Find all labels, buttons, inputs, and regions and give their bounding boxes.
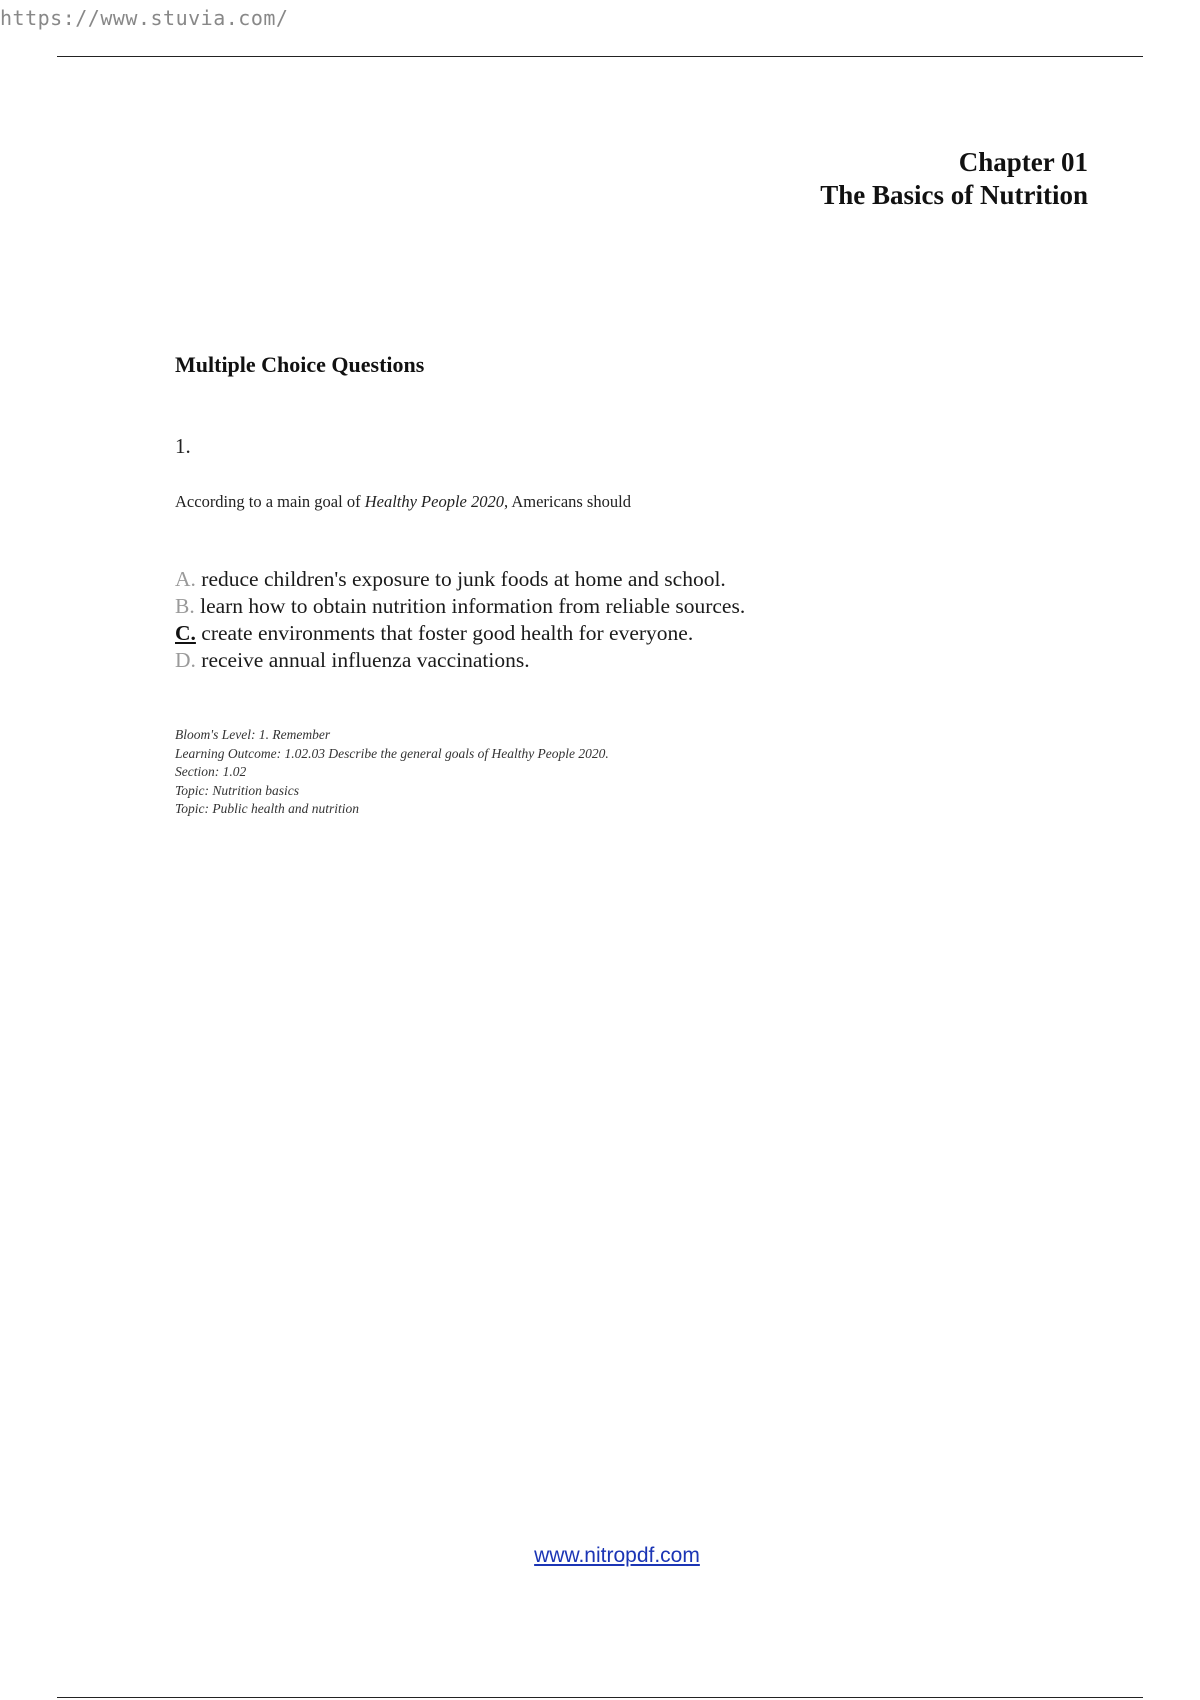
metadata-section: Section: 1.02	[175, 764, 247, 779]
source-url: https://www.stuvia.com/	[0, 6, 289, 30]
answer-text: create environments that foster good health for everyone.	[201, 621, 694, 645]
answer-text: reduce children's exposure to junk foods at home and school.	[201, 567, 726, 591]
metadata-blooms-level: Bloom's Level: 1. Remember	[175, 727, 331, 742]
answer-letter-correct: C.	[175, 621, 196, 645]
chapter-heading	[820, 146, 1088, 212]
chapter-number: Chapter 01	[958, 147, 1088, 177]
answer-option-d	[175, 647, 745, 674]
stem-text-italic: Healthy People 2020	[364, 492, 504, 511]
chapter-title: The Basics of Nutrition	[820, 180, 1088, 210]
answer-text: receive annual influenza vaccinations.	[201, 648, 530, 672]
section-title: Multiple Choice Questions	[175, 352, 425, 377]
stem-text-after: , Americans should	[504, 492, 631, 511]
answer-letter: A.	[175, 567, 196, 591]
answer-option-c	[175, 620, 745, 647]
metadata-topic: Topic: Public health and nutrition	[175, 801, 359, 816]
question-number: 1.	[175, 434, 191, 458]
answer-option-b	[175, 593, 745, 620]
metadata-topic: Topic: Nutrition basics	[175, 782, 300, 798]
top-divider	[57, 56, 1143, 57]
metadata-learning-outcome: Learning Outcome: 1.02.03 Describe the general goals of Healthy People 2020.	[175, 745, 609, 761]
bottom-divider	[57, 1697, 1143, 1698]
footer-link[interactable]: www.nitropdf.com	[534, 1544, 700, 1567]
stem-text-before: According to a main goal of	[175, 492, 365, 511]
answer-option-a	[175, 566, 745, 593]
answer-list	[175, 566, 745, 674]
answer-letter: D.	[175, 648, 196, 672]
question-metadata	[175, 726, 609, 819]
answer-text: learn how to obtain nutrition information from reliable sources.	[200, 594, 746, 618]
question-stem	[175, 492, 631, 512]
answer-letter: B.	[175, 594, 195, 618]
